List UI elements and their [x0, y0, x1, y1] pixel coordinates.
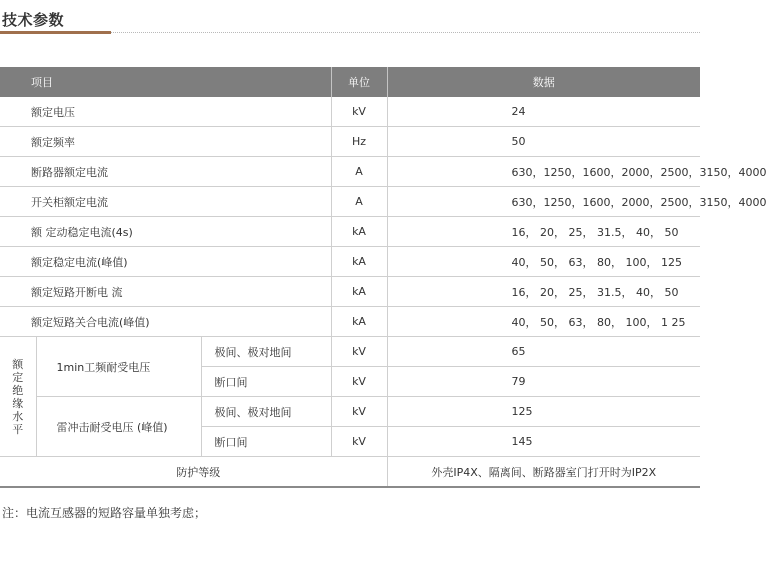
row-sub: 极间、极对地间: [201, 397, 331, 427]
row-sub: 断口间: [201, 367, 331, 397]
table-row: [0, 97, 700, 127]
table-row: [0, 247, 700, 277]
header-item: 项目: [0, 67, 331, 97]
section-title: 技术参数: [2, 11, 65, 29]
table-row: [0, 307, 700, 337]
row-value: 50: [387, 127, 700, 157]
row-value: 16， 20， 25， 31.5， 40， 50: [387, 217, 700, 247]
row-name: 额定频率: [0, 127, 331, 157]
protection-value: 外壳IP4X、隔离间、断路器室门打开时为IP2X: [387, 457, 700, 488]
row-unit: kA: [331, 217, 387, 247]
row-value: 125: [387, 397, 700, 427]
row-name: 额 定动稳定电流(4s): [0, 217, 331, 247]
header-data: 数据: [387, 67, 700, 97]
row-value: 79: [387, 367, 700, 397]
table-row: [0, 127, 700, 157]
row-value: 16， 20， 25， 31.5， 40， 50: [387, 277, 700, 307]
row-value: 630，1250，1600，2000，2500，3150，4000: [387, 187, 700, 217]
row-name: 断路器额定电流: [0, 157, 331, 187]
row-value: 630，1250，1600，2000，2500，3150，4000: [387, 157, 700, 187]
footnote: 注：电流互感器的短路容量单独考虑；: [2, 506, 207, 520]
table-row: [0, 157, 700, 187]
row-unit: kA: [331, 247, 387, 277]
insulation-group-text: 额定绝缘水平: [12, 357, 24, 436]
row-sub: 断口间: [201, 427, 331, 457]
spec-table: [0, 67, 766, 488]
row-name: 额定短路开断电 流: [0, 277, 331, 307]
power-frequency-label: 1min工频耐受电压: [36, 337, 201, 397]
row-name: 额定稳定电流(峰值): [0, 247, 331, 277]
row-value: 40， 50， 63， 80， 100， 1 25: [387, 307, 700, 337]
table-row: [0, 187, 700, 217]
row-name: 额定短路关合电流(峰值): [0, 307, 331, 337]
row-value: 40， 50， 63， 80， 100， 125: [387, 247, 700, 277]
title-underline: [0, 31, 111, 34]
row-unit: kV: [331, 97, 387, 127]
row-unit: Hz: [331, 127, 387, 157]
row-unit: kV: [331, 337, 387, 367]
row-value: 145: [387, 427, 700, 457]
table-row: [0, 397, 700, 427]
row-unit: A: [331, 187, 387, 217]
table-header-row: [0, 67, 700, 97]
row-unit: kV: [331, 367, 387, 397]
row-unit: kA: [331, 307, 387, 337]
row-value: 24: [387, 97, 700, 127]
table-row: [0, 277, 700, 307]
lightning-label: 雷冲击耐受电压 (峰值): [36, 397, 201, 457]
row-value: 65: [387, 337, 700, 367]
row-unit: kA: [331, 277, 387, 307]
table-row: [0, 337, 700, 367]
table-row: [0, 457, 700, 488]
row-unit: kV: [331, 427, 387, 457]
row-name: 额定电压: [0, 97, 331, 127]
header-unit: 单位: [331, 67, 387, 97]
row-name: 开关柜额定电流: [0, 187, 331, 217]
row-unit: kV: [331, 397, 387, 427]
row-sub: 极间、极对地间: [201, 337, 331, 367]
protection-name: 防护等级: [0, 457, 387, 488]
dotted-divider: [111, 32, 700, 33]
insulation-group-label: [0, 337, 36, 457]
row-unit: A: [331, 157, 387, 187]
table-row: [0, 217, 700, 247]
